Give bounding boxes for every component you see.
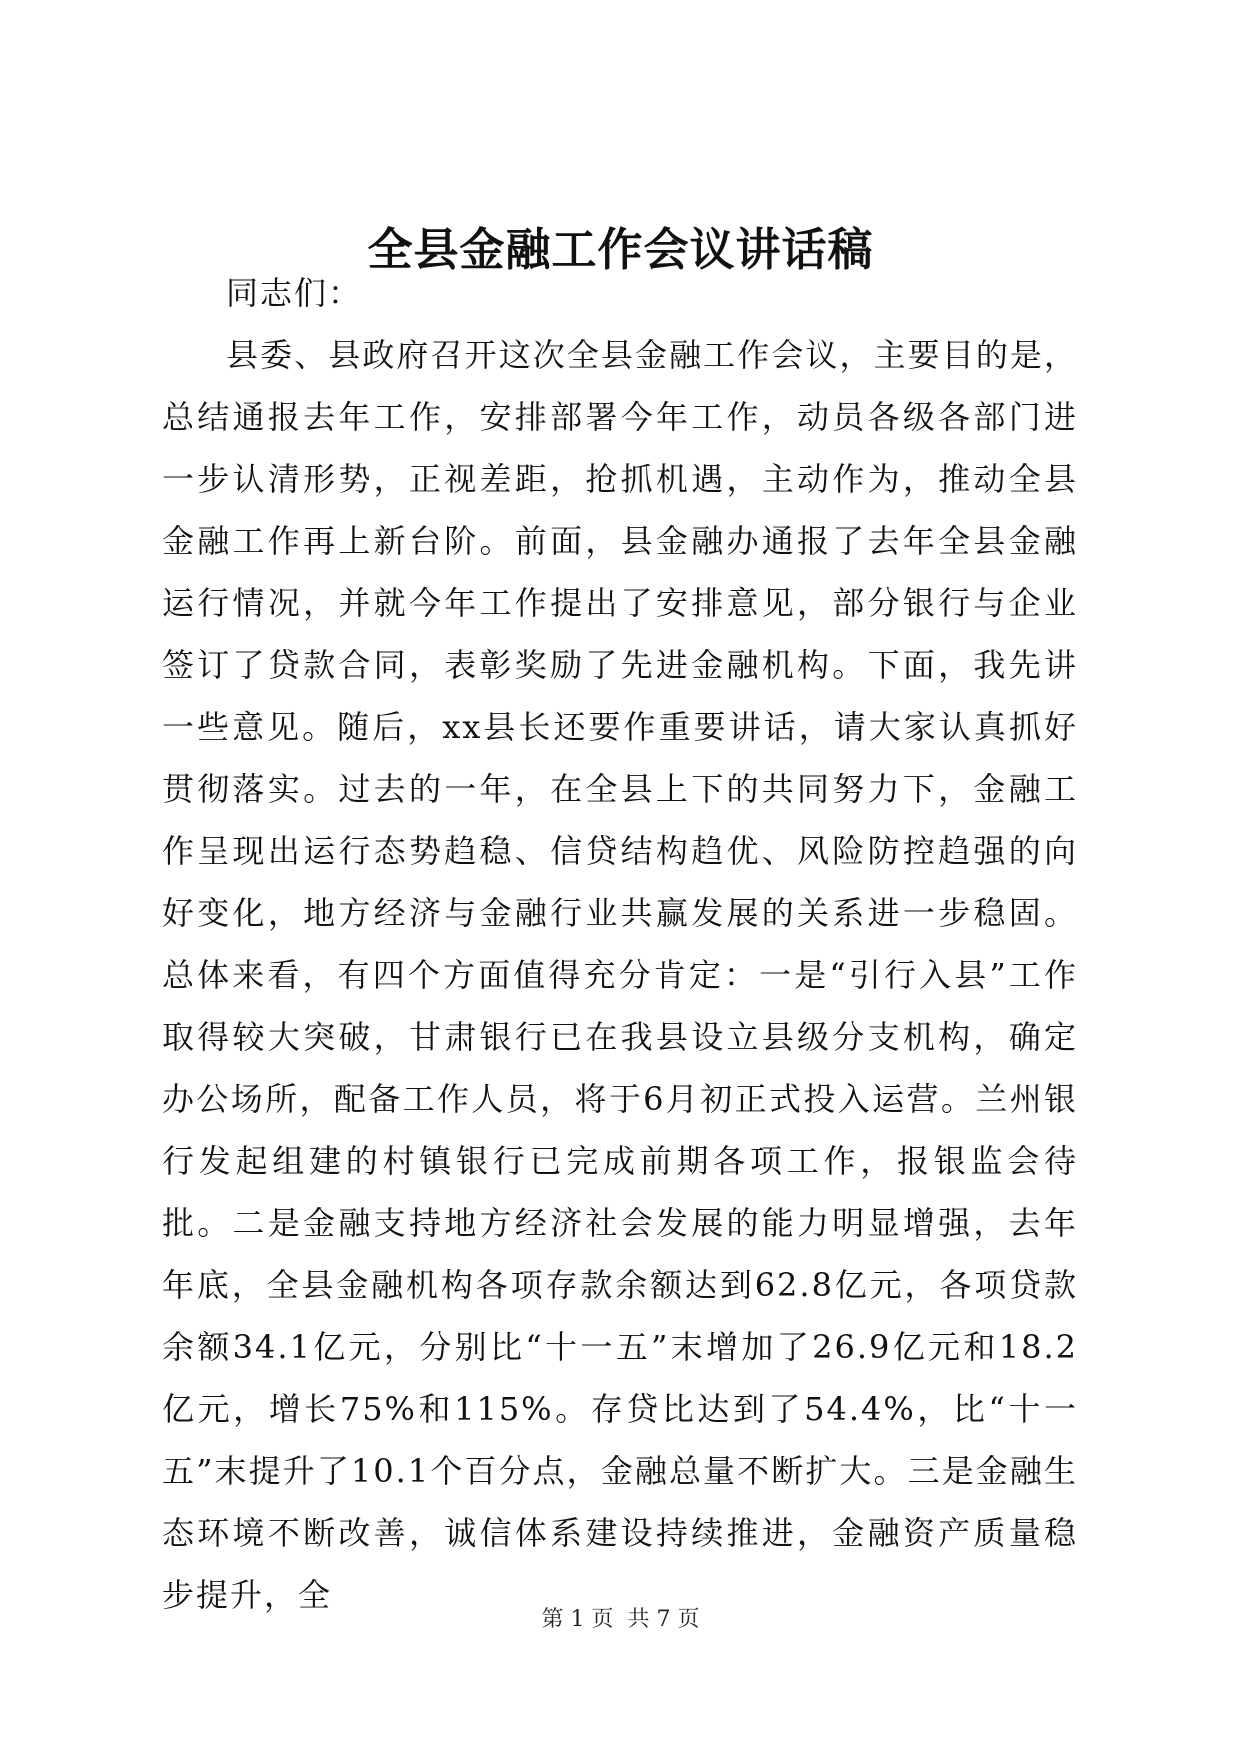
page-number-label: 第 1 页 共 7 页	[541, 1607, 700, 1632]
page-footer	[0, 1606, 1241, 1634]
document-title: 全县金融工作会议讲话稿	[367, 223, 874, 276]
body-paragraph: 县委、县政府召开这次全县金融工作会议，主要目的是，总结通报去年工作，安排部署今年工作，动员各级各部门进一步认清形势，正视差距，抢抓机遇，主动作为，推动全县金融工作再上新台阶。前面，县金融办通报了去年全县金融运行情况，并就今年工作提出了安排意见，部分银行与企业签订了贷款合同，表彰奖励了先进金融机构。下面，我先讲一些意见。随后，xx县长还要作重要讲话，请大家认真抓好贯彻落实。过去的一年，在全县上下的共同努力下，金融工作呈现出运行态势趋稳、信贷结构趋优、风险防控趋强的向好变化，地方经济与金融行业共赢发展的关系进一步稳固。总体来看，有四个方面值得充分肯定：一是“引行入县”工作取得较大突破，甘肃银行已在我县设立县级分支机构，确定办公场所，配备工作人员，将于6月初正式投入运营。兰州银行发起组建的村镇银行已完成前期各项工作，报银监会待批。二是金融支持地方经济社会发展的能力明显增强，去年年底，全县金融机构各项存款余额达到62.8亿元，各项贷款余额34.1亿元，分别比“十一五”末增加了26.9亿元和18.2亿元，增长75%和115%。存贷比达到了54.4%，比“十一五”末提升了10.1个百分点，金融总量不断扩大。三是金融生态环境不断改善，诚信体系建设持续推进，金融资产质量稳步提升，全	[162, 336, 1078, 1614]
document-body	[162, 262, 1078, 1626]
salutation: 同志们：	[226, 274, 363, 312]
